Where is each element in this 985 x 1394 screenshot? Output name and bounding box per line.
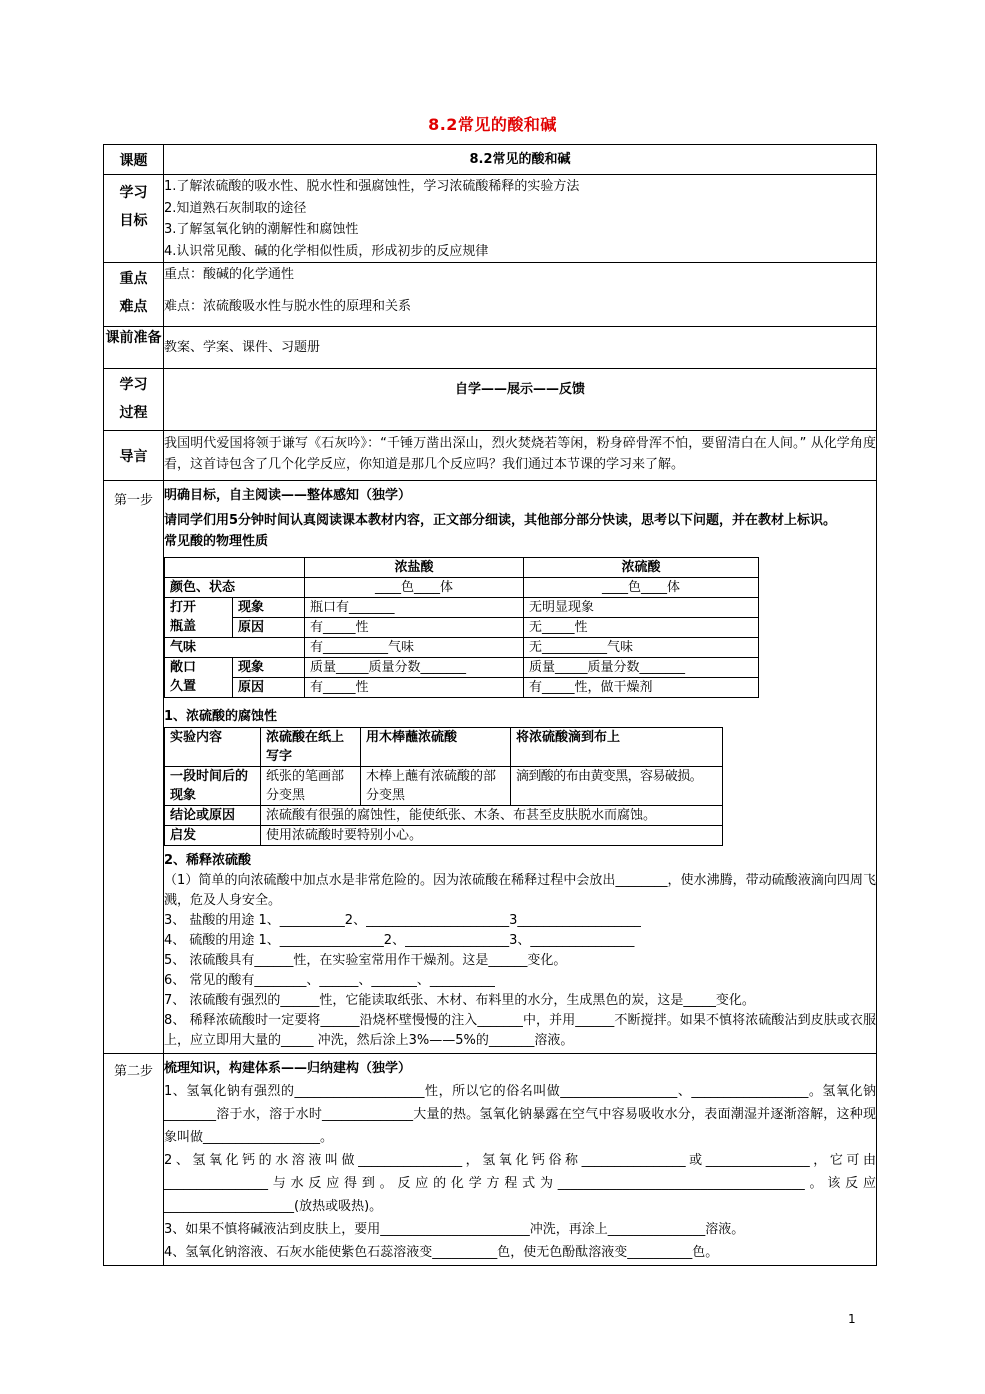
goal-item: 2.知道熟石灰制取的途径 <box>164 200 307 216</box>
page-number: 1 <box>848 1312 856 1326</box>
dilute-paragraph: （1）简单的向浓硫酸中加点水是非常危险的。因为浓硫酸在稀释过程中会放出________，使水沸腾，带动硫酸液滴向四周飞溅，危及人身安全。 <box>164 873 876 908</box>
goals-label-1: 学习 <box>119 185 148 201</box>
topic-label: 课题 <box>104 145 164 175</box>
step1-heading: 明确目标，自主阅读——整体感知（独学） <box>164 488 412 503</box>
phys-smell-hcl: 有__________气味 <box>305 638 524 658</box>
corrosion-title: 1、浓硫酸的腐蚀性 <box>164 709 278 724</box>
corr-phenom-label: 一段时间后的现象 <box>165 767 261 806</box>
process-label <box>104 369 164 431</box>
step1-instruction: 请同学们用5分钟时间认真阅读课本教材内容，正文部分细读，其他部分部分快读，思考以下问题，并在教材上标识。 <box>164 513 837 528</box>
corrosion-table <box>164 727 723 846</box>
prep-value: 教案、学案、课件、习题册 <box>164 327 877 369</box>
document-title: 8.2常见的酸和碱 <box>428 115 557 134</box>
phys-phenom-label-2: 现象 <box>233 658 305 678</box>
phys-open-label <box>165 598 233 638</box>
goal-item: 1.了解浓硫酸的吸水性、脱水性和强腐蚀性，学习浓硫酸稀释的实验方法 <box>164 179 580 194</box>
phys-open-label-2: 瓶盖 <box>170 619 197 634</box>
intro-label: 导言 <box>104 431 164 481</box>
phys-exposed-label-1: 敞口 <box>170 660 197 675</box>
corr-insight: 使用浓硫酸时要特别小心。 <box>261 826 723 846</box>
process-label-2: 过程 <box>119 405 148 421</box>
phys-header-hcl: 浓盐酸 <box>305 558 524 578</box>
key-label <box>104 263 164 327</box>
difficulty-point: 难点：浓硫酸吸水性与脱水性的原理和关系 <box>164 299 412 314</box>
corr-phenom-stick: 木棒上蘸有浓硫酸的部分变黑 <box>361 767 511 806</box>
phys-exp-reason-h2so4: 有_____性，做干燥剂 <box>524 678 759 698</box>
row-goals <box>104 175 877 263</box>
key-label-1: 重点 <box>119 271 148 287</box>
corr-phenom-cloth: 滴到酸的布由黄变黑，容易破损。 <box>511 767 723 806</box>
key-label-2: 难点 <box>119 299 148 315</box>
goals-label-2: 目标 <box>119 213 148 229</box>
question-7: 7、 浓硫酸有强烈的______性，它能读取纸张、木材、布料里的水分，生成黑色的炭，这是_____变化。 <box>164 993 755 1008</box>
step2-para-2: 2、氢氧化钙的水溶液叫做________________，氢氧化钙俗称________________或________________，它可由________________与水反应得到。反应的化学方程式为______________________________________。该反应____________________(放热或吸热)。 <box>164 1153 876 1214</box>
step2-para-4: 4、氢氧化钠溶液、石灰水能使紫色石蕊溶液变__________色，使无色酚酞溶液变__________色。 <box>164 1245 719 1260</box>
question-8: 8、 稀释浓硫酸时一定要将______沿烧杯壁慢慢的注入_______中，并用______不断搅拌。如果不慎将浓硫酸沾到皮肤或衣服上，应立即用大量的_____ 冲洗，然后涂上3%——5%的_______溶液。 <box>164 1013 876 1048</box>
corr-header-cloth: 将浓硫酸滴到布上 <box>511 728 723 767</box>
phys-color-label: 颜色、状态 <box>165 578 305 598</box>
phys-exp-reason-hcl: 有_____性 <box>305 678 524 698</box>
row-process <box>104 369 877 431</box>
phys-smell-h2so4: 无__________气味 <box>524 638 759 658</box>
phys-color-h2so4: ____色____体 <box>524 578 759 598</box>
goal-item: 4.认识常见酸、碱的化学相似性质，形成初步的反应规律 <box>164 243 489 259</box>
corr-conclusion-label: 结论或原因 <box>165 806 261 826</box>
phys-exposed-label <box>165 658 233 698</box>
physical-properties-table <box>164 557 759 698</box>
goals-label <box>104 175 164 263</box>
process-label-1: 学习 <box>119 377 148 393</box>
phys-open-phenom-hcl: 瓶口有_______ <box>305 598 524 618</box>
question-3: 3、 盐酸的用途 1、__________2、______________________3___________________ <box>164 913 641 928</box>
phys-exposed-label-2: 久置 <box>170 679 197 694</box>
step2-para-1: 1、氢氧化钠有强烈的____________________性，所以它的俗名叫做__________________、__________________。氢氧化钠________溶于水，溶于水时______________大量的热。氢氧化钠暴露在空气中容易吸收水分，表面潮湿并逐渐溶解，这种现象叫做__________________。 <box>164 1084 876 1145</box>
phys-reason-label: 原因 <box>233 618 305 638</box>
phys-open-phenom-h2so4: 无明显现象 <box>524 598 759 618</box>
phys-color-hcl: ____色____体 <box>305 578 524 598</box>
step1-content <box>164 481 877 1054</box>
key-point: 重点：酸碱的化学通性 <box>164 267 295 282</box>
row-prep <box>104 327 877 369</box>
row-topic <box>104 145 877 175</box>
phys-header-empty <box>165 558 305 578</box>
phys-open-reason-h2so4: 无_____性 <box>524 618 759 638</box>
corr-header-content: 实验内容 <box>165 728 261 767</box>
phys-phenom-label: 现象 <box>233 598 305 618</box>
process-value: 自学——展示——反馈 <box>164 369 877 431</box>
step2-content <box>164 1054 877 1266</box>
phys-exp-phenom-hcl: 质量_____质量分数_______ <box>305 658 524 678</box>
intro-text: 我国明代爱国将领于谦写《石灰吟》：“千锤万凿出深山，烈火焚烧若等闲，粉身碎骨浑不怕，要留清白在人间。” 从化学角度看，这首诗包含了几个化学反应，你知道是那几个反应吗？我们通过本节课的学习来了解。 <box>164 431 877 481</box>
phys-open-label-1: 打开 <box>170 600 197 615</box>
corr-header-paper: 浓硫酸在纸上写字 <box>261 728 361 767</box>
step1-label: 第一步 <box>104 481 164 1054</box>
row-step1 <box>104 481 877 1054</box>
phys-reason-label-2: 原因 <box>233 678 305 698</box>
corr-phenom-paper: 纸张的笔画部分变黑 <box>261 767 361 806</box>
goal-item: 3.了解氢氧化钠的潮解性和腐蚀性 <box>164 222 359 237</box>
step2-heading: 梳理知识，构建体系——归纳建构（独学） <box>164 1061 412 1076</box>
corr-header-stick: 用木棒蘸浓硫酸 <box>361 728 511 767</box>
corr-conclusion: 浓硫酸有很强的腐蚀性，能使纸张、木条、布甚至皮肤脱水而腐蚀。 <box>261 806 723 826</box>
lesson-table <box>103 144 877 1266</box>
question-6: 6、 常见的酸有________、______、_______、__________ <box>164 973 495 988</box>
phys-open-reason-hcl: 有_____性 <box>305 618 524 638</box>
step2-label: 第二步 <box>104 1054 164 1266</box>
phys-smell-label: 气味 <box>165 638 305 658</box>
phys-title: 常见酸的物理性质 <box>164 534 269 549</box>
phys-header-h2so4: 浓硫酸 <box>524 558 759 578</box>
topic-value: 8.2常见的酸和碱 <box>164 145 877 175</box>
row-key-points <box>104 263 877 327</box>
corr-insight-label: 启发 <box>165 826 261 846</box>
question-4: 4、 硫酸的用途 1、________________2、________________3、________________ <box>164 933 635 948</box>
step2-para-3: 3、如果不慎将碱液沾到皮肤上，要用_______________________冲洗，再涂上_______________溶液。 <box>164 1222 745 1237</box>
row-step2 <box>104 1054 877 1266</box>
key-content <box>164 263 877 327</box>
row-intro <box>104 431 877 481</box>
goals-list <box>164 175 877 263</box>
question-5: 5、 浓硫酸具有______性，在实验室常用作干燥剂。这是______变化。 <box>164 953 567 968</box>
phys-exp-phenom-h2so4: 质量_____质量分数_______ <box>524 658 759 678</box>
prep-label: 课前准备 <box>104 327 164 369</box>
dilute-title: 2、稀释浓硫酸 <box>164 853 252 868</box>
